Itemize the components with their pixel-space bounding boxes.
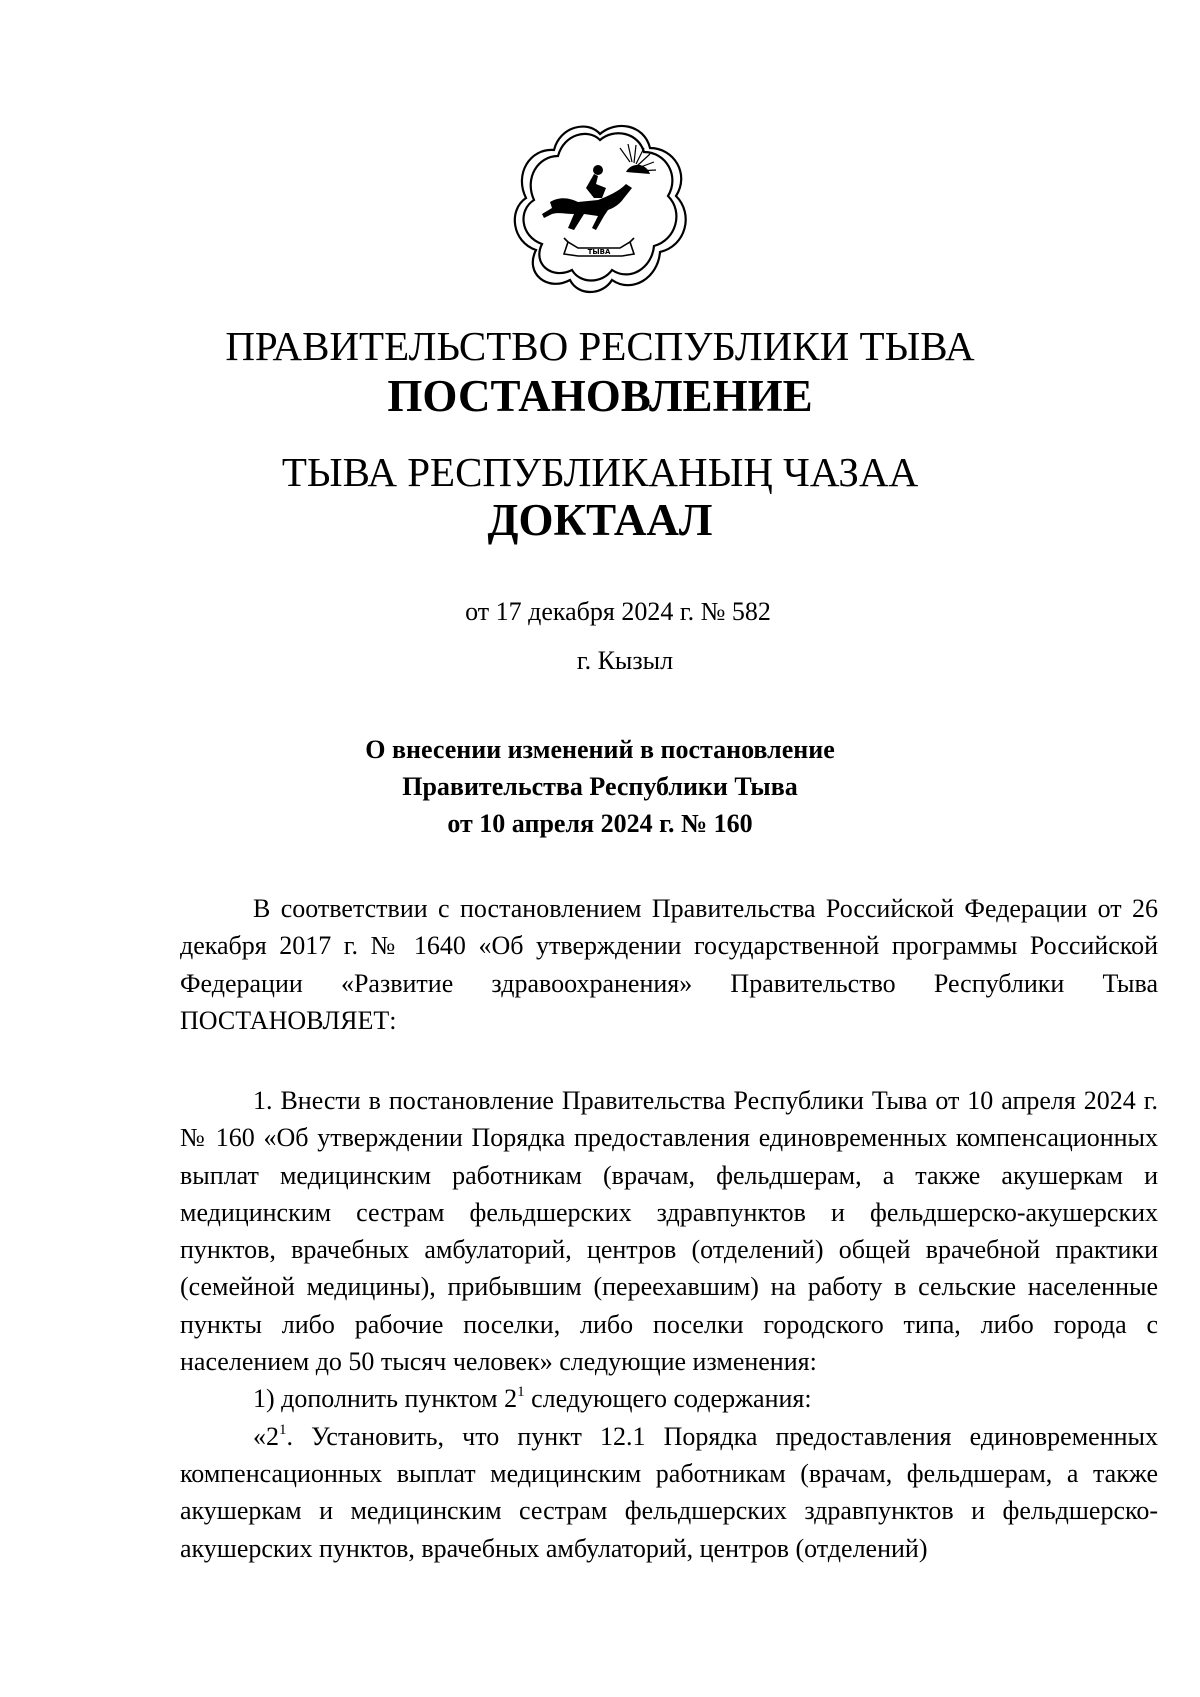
title-line-1: О внесении изменений в постановление <box>365 735 835 764</box>
emblem-ribbon-text: ТЫВА <box>587 248 611 256</box>
preamble-block <box>180 890 1158 1039</box>
document-title <box>0 731 1200 842</box>
quoted-clause-prefix: «2 <box>253 1421 279 1451</box>
subitem-1-paragraph <box>180 1380 1158 1417</box>
document-city: г. Кызыл <box>576 646 674 675</box>
item-1-paragraph: 1. Внести в постановление Правительства Республики Тыва от 10 апреля 2024 г. № 160 «Об утверждении Порядка предоставления единовременных компенсационных выплат медицинским работникам (врачам, фельдшерам, а также акушеркам и медицинским сестрам фельдшерских здравпунктов и фельдшерско-акушерских пунктов, врачебных амбулаторий, центров (отделений) общей врачебной практики (семейной медицины), прибывшим (переехавшим) на работу в сельские населенные пункты либо рабочие поселки, либо поселки городского типа, либо города с населением до 50 тысяч человек» следующие изменения: <box>180 1086 1158 1377</box>
subitem-1-superscript: 1 <box>517 1384 525 1401</box>
title-line-2: Правительства Республики Тыва <box>402 772 798 801</box>
government-name-ru: ПРАВИТЕЛЬСТВО РЕСПУБЛИКИ ТЫВА <box>225 323 975 369</box>
decree-body <box>180 1082 1158 1567</box>
tyva-coat-of-arms-icon <box>508 118 692 302</box>
quoted-clause-text: . Установить, что пункт 12.1 Порядка предоставления единовременных компенсационных выплат медицинским работникам (врачам, фельдшерам, а также акушеркам и медицинским сестрам фельдшерских здравпунктов и фельдшерско-акушерских пунктов, врачебных амбулаторий, центров (отделений) <box>180 1421 1158 1563</box>
government-name-tv: ТЫВА РЕСПУБЛИКАНЫҢ ЧАЗАА <box>281 449 919 495</box>
title-line-3: от 10 апреля 2024 г. № 160 <box>447 809 753 838</box>
document-type-ru: ПОСТАНОВЛЕНИЕ <box>387 371 813 421</box>
preamble-paragraph: В соответствии с постановлением Правительства Российской Федерации от 26 декабря 2017 г. № 1640 «Об утверждении государственной программы Российской Федерации «Развитие здравоохранения» Правительство Республики Тыва ПОСТАНОВЛЯЕТ: <box>180 894 1158 1035</box>
subitem-1-prefix: 1) дополнить пунктом 2 <box>253 1384 518 1414</box>
quoted-clause-paragraph <box>180 1418 1158 1567</box>
document-date-number: от 17 декабря 2024 г. № 582 <box>465 597 771 626</box>
quoted-clause-superscript: 1 <box>279 1421 287 1438</box>
subitem-1-suffix: следующего содержания: <box>524 1384 812 1414</box>
document-type-tv: ДОКТААЛ <box>487 495 713 545</box>
